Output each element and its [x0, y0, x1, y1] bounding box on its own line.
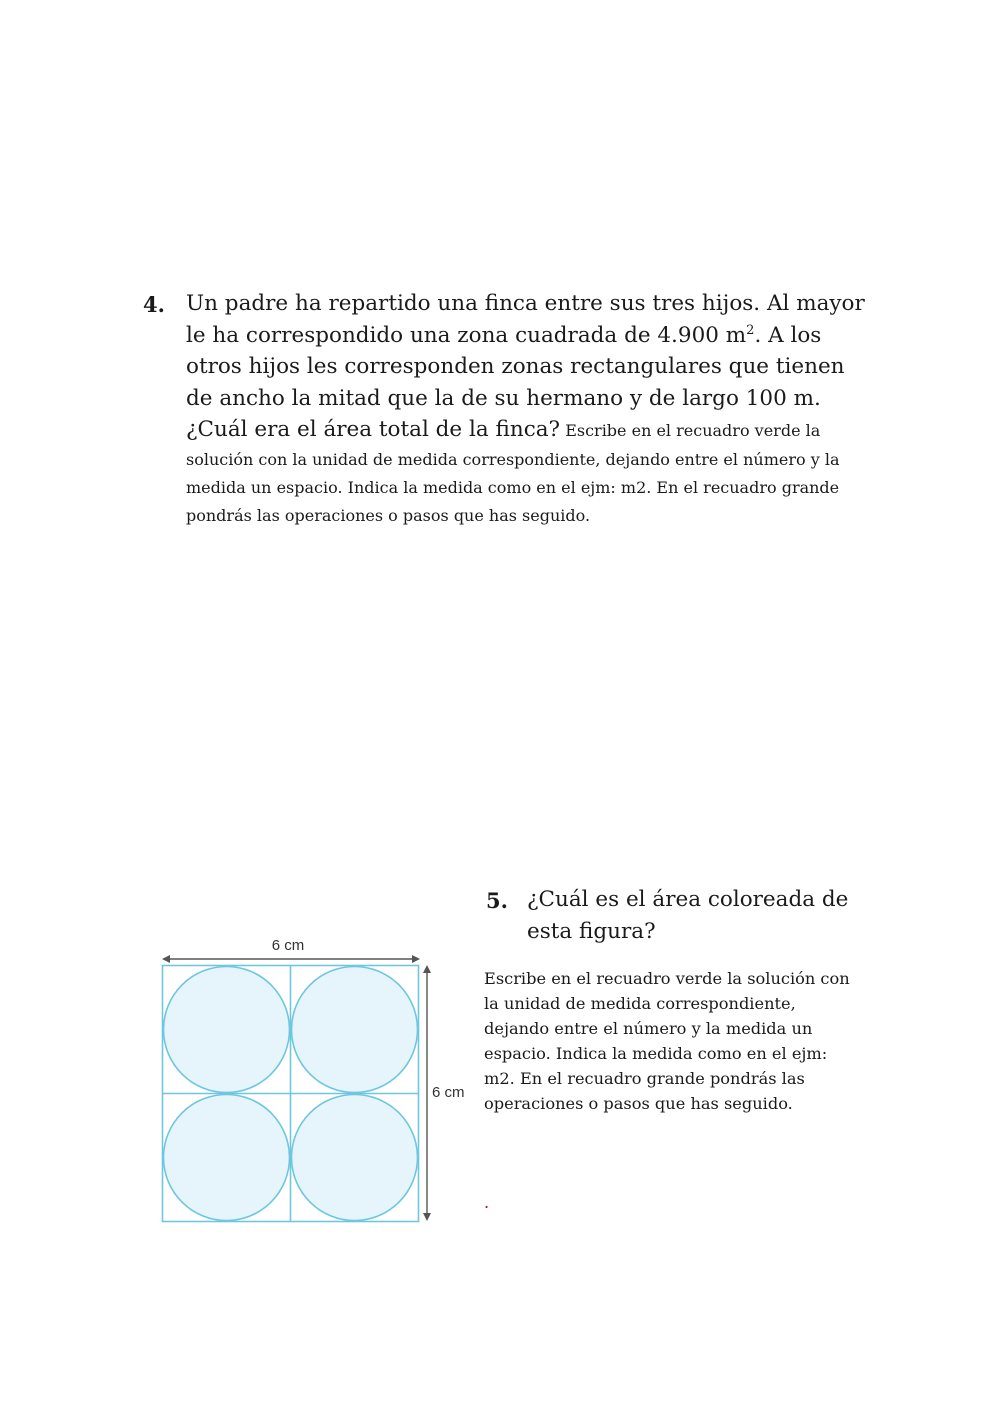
superscript: 2 — [746, 322, 755, 338]
question-instructions: Escribe en el recuadro verde la solución con la unidad de medida correspondiente, dejando entre el número y la medida un espacio. Indica la medida como en el ejm: m2. En el recuadro grande pondrás las operaciones o pasos que has seguido. — [484, 969, 850, 1113]
arrow-down-icon — [423, 1213, 431, 1221]
question-text: ¿Cuál es el área coloreada de esta figura? — [527, 887, 849, 944]
question-number: 5. — [486, 888, 508, 913]
circle-top-right — [292, 967, 418, 1093]
width-label: 6 cm — [271, 937, 305, 954]
arrow-left-icon — [162, 955, 170, 963]
question-5 — [484, 884, 864, 1113]
circles-figure — [150, 930, 480, 1230]
question-instructions: Escribe en el recuadro verde la solución con la unidad de medida correspondiente, dejando entre el número y la medida un espacio. Indica la medida como en el ejm: m2. En el recuadro grande pondrás las operaciones o pasos que has seguido. — [186, 421, 840, 525]
question-body — [186, 288, 870, 530]
arrow-up-icon — [423, 965, 431, 973]
circle-bottom-right — [292, 1095, 418, 1221]
width-dimension — [162, 937, 420, 963]
question-text: Un padre ha repartido una finca entre sus tres hijos. Al mayor le ha correspondido una zona cuadrada de 4.900 $m^2$. A los otros hijos les corresponden zonas rectangulares que tienen de ancho la mitad que la de su hermano y de largo 100 m. ¿Cuál era el área total de la finca? — [186, 291, 865, 442]
circle-bottom-left — [164, 1095, 290, 1221]
red-mark: . — [484, 1193, 490, 1212]
height-label: 6 cm — [432, 1084, 465, 1101]
height-dimension — [423, 965, 465, 1221]
arrow-right-icon — [412, 955, 420, 963]
circle-top-left — [164, 967, 290, 1093]
question-number: 4. — [143, 292, 165, 317]
question-4 — [140, 288, 870, 530]
square-grid — [163, 966, 419, 1222]
